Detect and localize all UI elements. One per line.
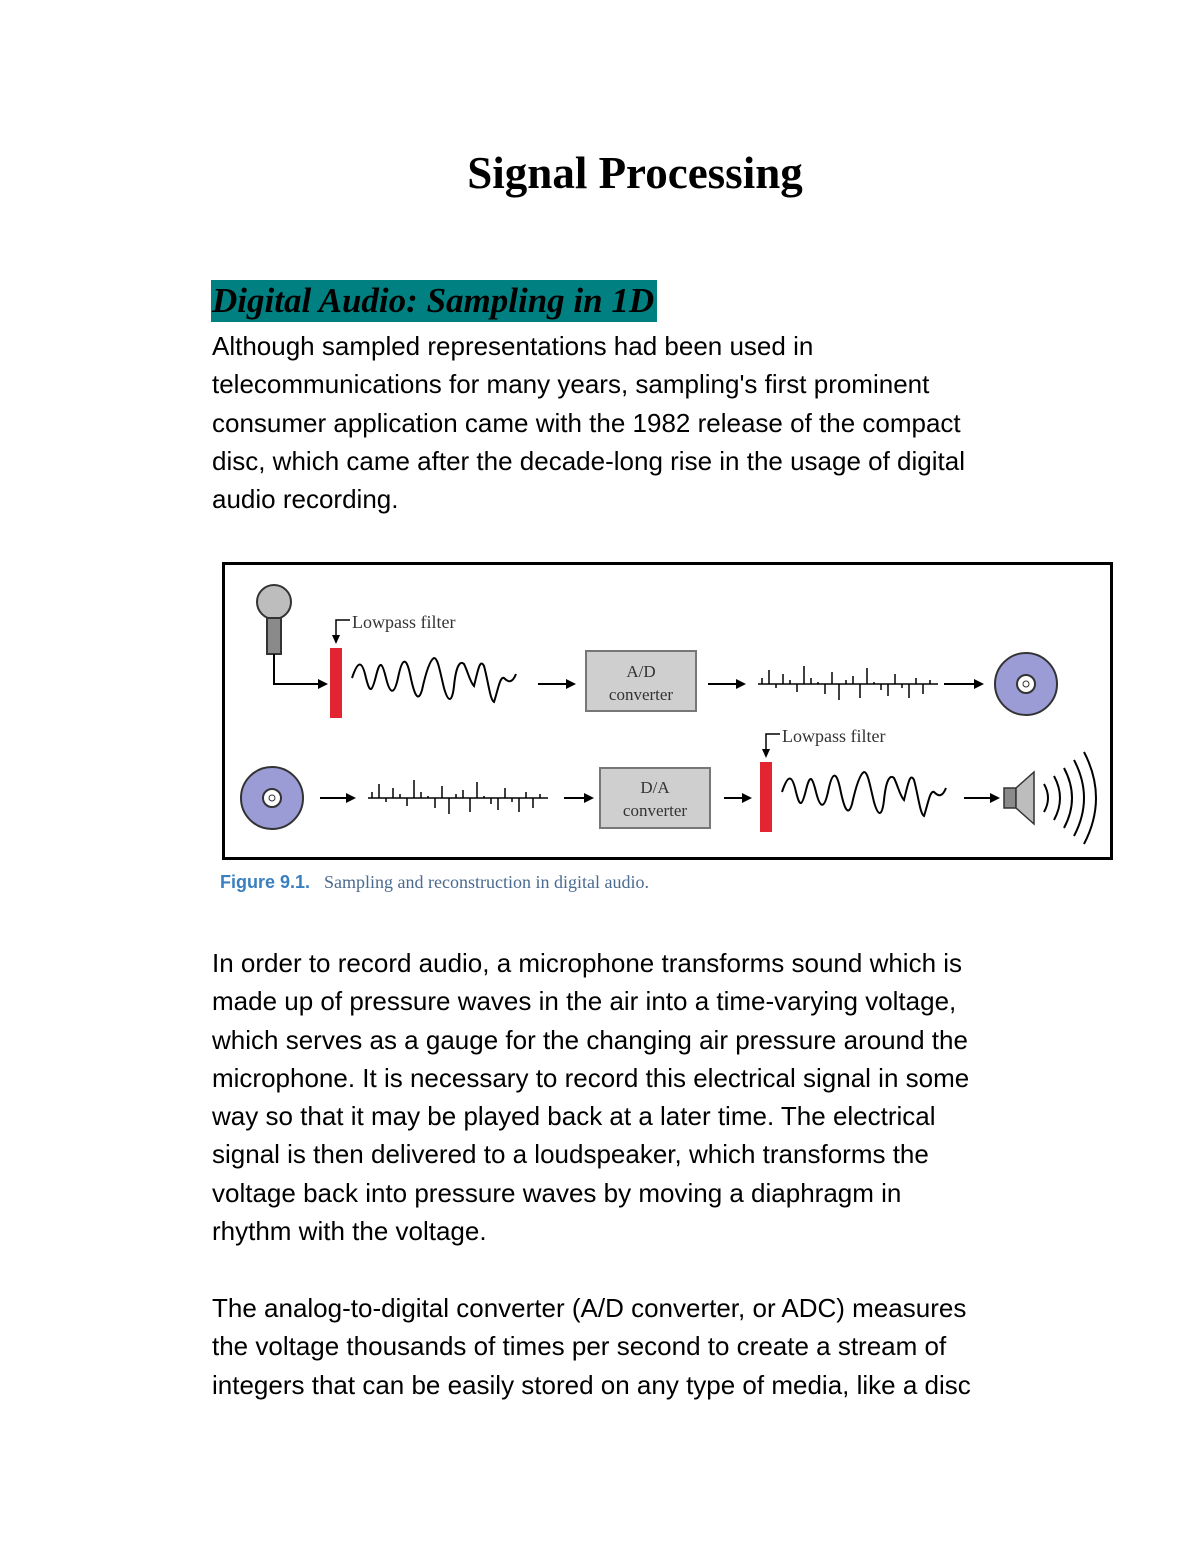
text-line: microphone. It is necessary to record this electrical signal in some bbox=[212, 1062, 970, 1093]
text-line: Although sampled representations had been used in bbox=[212, 331, 814, 361]
disc-icon bbox=[241, 767, 303, 829]
paragraph bbox=[212, 1289, 971, 1404]
diagram-canvas bbox=[222, 562, 1113, 860]
da-converter-label: D/A bbox=[640, 778, 670, 797]
ad-converter-label: converter bbox=[608, 685, 674, 704]
text-line: integers that can be easily stored on any type of media, like a disc bbox=[212, 1369, 971, 1400]
text-line: voltage back into pressure waves by moving a diaphragm in bbox=[212, 1177, 902, 1208]
text-line: signal is then delivered to a loudspeaker, which transforms the bbox=[212, 1139, 929, 1170]
text-line: disc, which came after the decade-long rise in the usage of digital bbox=[212, 445, 965, 476]
figure-caption-text: Sampling and reconstruction in digital audio. bbox=[324, 872, 649, 892]
text-line: audio recording. bbox=[212, 484, 399, 515]
text-line: In order to record audio, a microphone transforms sound which is bbox=[212, 948, 963, 978]
lowpass-filter-bar bbox=[760, 762, 772, 832]
lowpass-filter-bar bbox=[330, 648, 342, 718]
figure-sampling-diagram bbox=[222, 562, 1113, 860]
da-converter-box bbox=[600, 768, 710, 828]
figure-caption bbox=[220, 870, 649, 894]
text-line: made up of pressure waves in the air into a time-varying voltage, bbox=[212, 986, 957, 1017]
ad-converter-label: A/D bbox=[626, 662, 656, 681]
section-heading: Digital Audio: Sampling in 1D bbox=[211, 280, 657, 322]
ad-converter-box bbox=[586, 651, 696, 711]
da-converter-label: converter bbox=[622, 801, 688, 820]
text-line: The analog-to-digital converter (A/D converter, or ADC) measures bbox=[212, 1293, 967, 1323]
text-line: telecommunications for many years, sampling's first prominent bbox=[212, 369, 930, 400]
figure-caption-label: Figure 9.1. bbox=[220, 872, 311, 892]
lowpass-filter-label: Lowpass filter bbox=[352, 612, 456, 632]
text-line: which serves as a gauge for the changing air pressure around the bbox=[212, 1024, 968, 1055]
text-line: consumer application came with the 1982 release of the compact bbox=[212, 407, 961, 438]
text-line: rhythm with the voltage. bbox=[212, 1216, 487, 1247]
disc-icon bbox=[995, 653, 1057, 715]
paragraph bbox=[212, 327, 965, 518]
lowpass-filter-label: Lowpass filter bbox=[782, 726, 886, 746]
paragraph bbox=[212, 944, 969, 1250]
text-line: way so that it may be played back at a later time. The electrical bbox=[212, 1101, 936, 1132]
text-line: the voltage thousands of times per second to create a stream of bbox=[212, 1331, 947, 1362]
page-title: Signal Processing bbox=[467, 148, 803, 198]
